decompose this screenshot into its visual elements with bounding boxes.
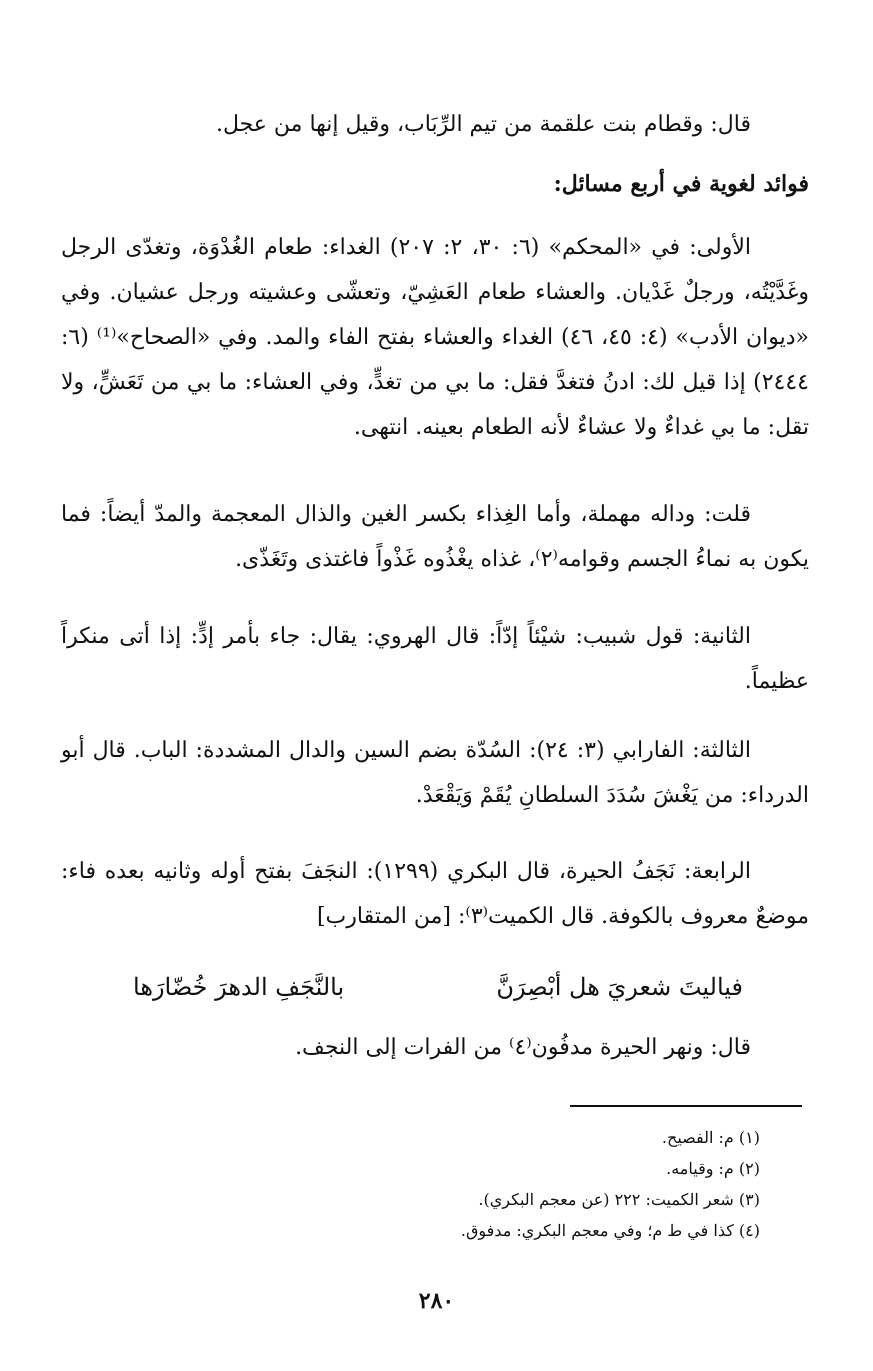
verse-second-hemistich: بالنَّجَفِ الدهرَ خُضّارَها — [133, 973, 345, 1001]
section-heading: فوائد لغوية في أربع مسائل: — [553, 171, 809, 197]
footnote-item: (٢) م: وقيامه. — [666, 1159, 760, 1178]
editor-note-paragraph: قلت: وداله مهملة، وأما الغِذاء بكسر الغين والذال المعجمة والمدّ أيضاً: فما يكون به نماءُ الجسم وقوامه⁽٢⁾، غذاه يغْذُوه غَذْواً فاغتذى وتَغَذّى. — [61, 502, 809, 572]
page-number: ٢٨٠ — [418, 1288, 455, 1314]
after-verse-paragraph: قال: ونهر الحيرة مدفُون⁽٤⁾ من الفرات إلى النجف. — [295, 1035, 751, 1060]
fourth-point-paragraph: الرابعة: نَجَفُ الحيرة، قال البكري (١٢٩٩): النجَفَ بفتح أوله وثانيه بعده فاء: موضعٌ معروف بالكوفة. قال الكميت⁽٣⁾: [من المتقارب] — [61, 859, 809, 929]
footnote-item: (١) م: الفصيح. — [661, 1128, 760, 1147]
footnotes-list — [100, 1122, 760, 1246]
footnote-separator-line — [570, 1105, 802, 1107]
footnote-item: (٤) كذا في ط م؛ وفي معجم البكري: مدفوق. — [460, 1221, 760, 1240]
footnote-item: (٣) شعر الكميت: ٢٢٢ (عن معجم البكري). — [478, 1190, 760, 1209]
intro-paragraph: قال: وقطام بنت علقمة من تيم الرِّبَاب، وقيل إنها من عجل. — [215, 112, 751, 137]
first-point-paragraph: الأولى: في «المحكم» (٦: ٣٠، ٢: ٢٠٧) الغداء: طعام الغُدْوَة، وتغدّى الرجل وغَدَّيْتُه، ورجلٌ غَدْيان. والعشاء طعام العَشِيّ، وتعشّى وعشيته ورجل عشيان. وفي «ديوان الأدب» (٤: ٤٥، ٤٦) الغداء والعشاء بفتح الفاء والمد. وفي «الصحاح»⁽¹⁾ (٦: ٢٤٤٤) إذا قيل لك: ادنُ فتغدَّ فقل: ما بي من تغدٍّ، وفي العشاء: ما بي من تَعَشٍّ، ولا تقل: ما بي غداءٌ ولا عشاءٌ لأنه الطعام بعينه. انتهى. — [61, 235, 810, 440]
poetry-verse — [133, 963, 743, 1011]
second-point-paragraph: الثانية: قول شبيب: شيْئاً إدّاً: قال الهروي: يقال: جاء بأمر إدٍّ: إذا أتى منكراً عظيماً. — [61, 624, 809, 694]
verse-first-hemistich: فياليتَ شعريَ هل أبْصِرَنَّ — [496, 973, 743, 1001]
third-point-paragraph: الثالثة: الفارابي (٣: ٢٤): السُدّة بضم السين والدال المشددة: الباب. قال أبو الدرداء: من يَغْشَ سُدَدَ السلطانِ يُقَمْ وَيَقْعَدْ. — [61, 738, 809, 808]
